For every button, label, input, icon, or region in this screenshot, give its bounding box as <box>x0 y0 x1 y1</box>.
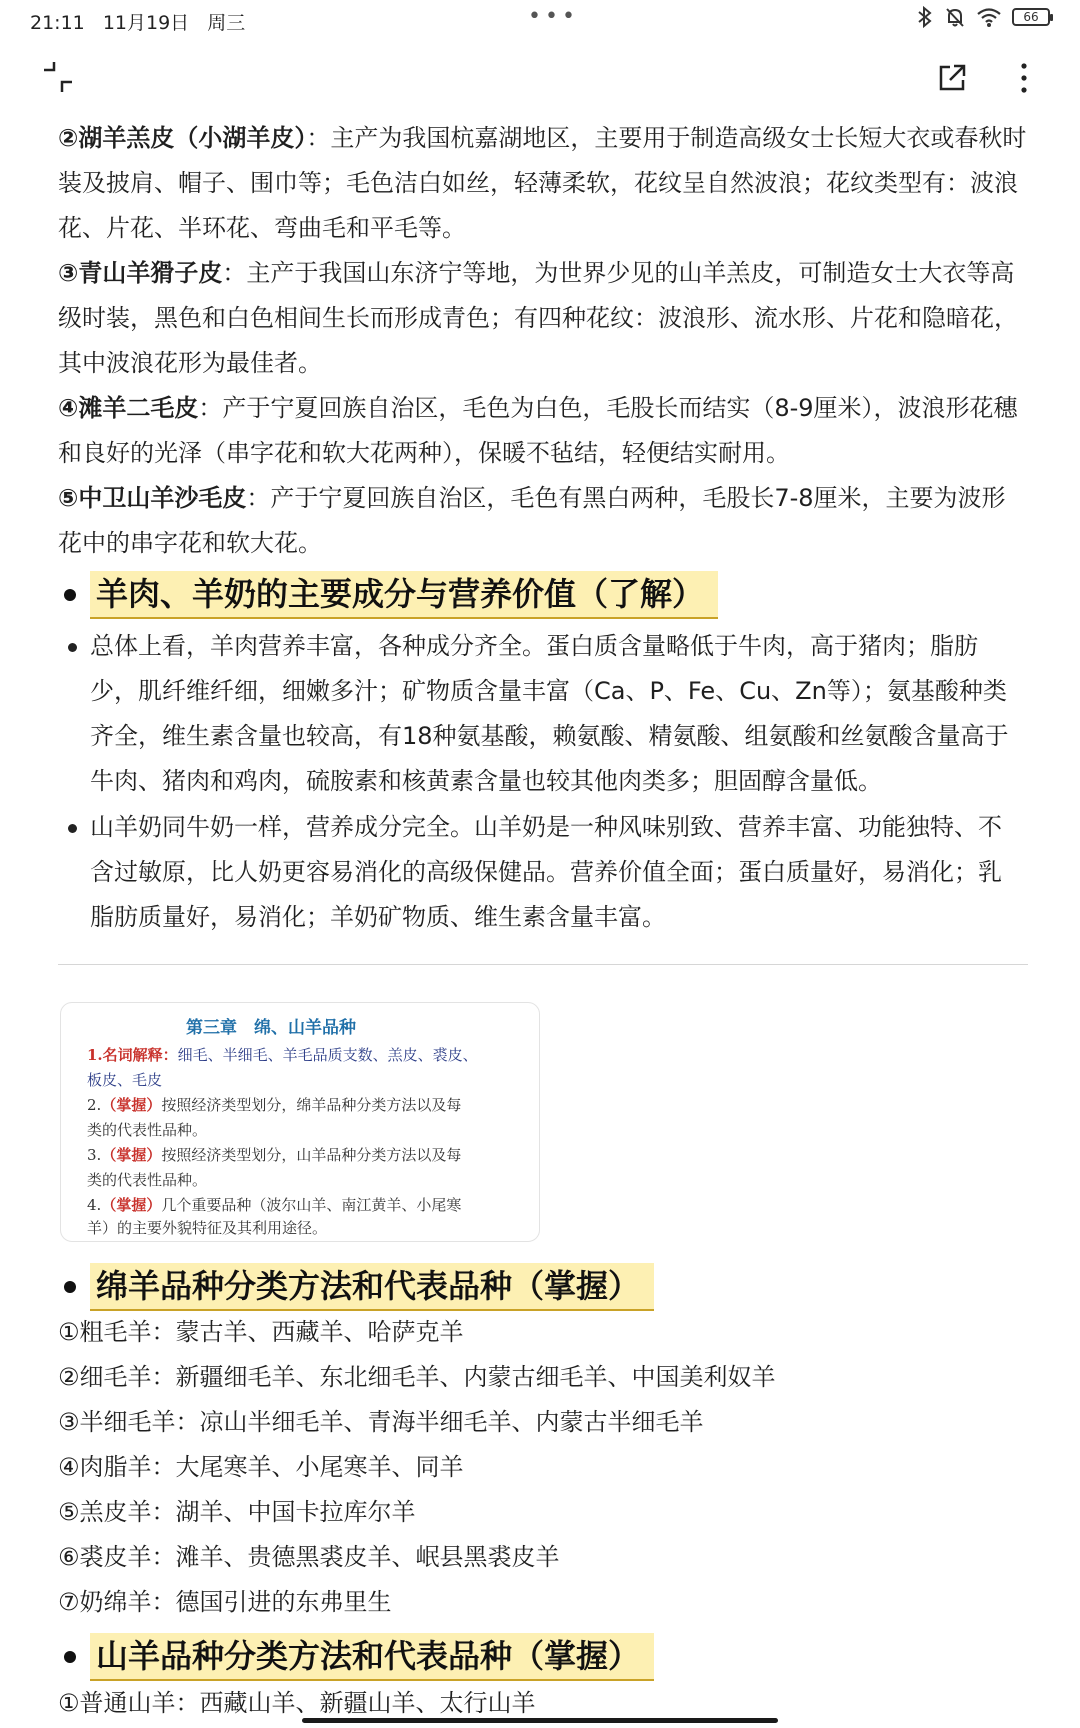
bluetooth-icon <box>916 6 934 28</box>
bullet-item-goat-milk <box>64 805 1024 940</box>
paragraph-text: ：主产于我国山东济宁等地，为世界少见的山羊羔皮，可制造女士大衣等高级时装，黑色和白色相间生长而形成青色；有四种花纹：波浪形、流水形、片花和隐暗花，其中波浪花形为最佳者。 <box>58 259 1018 377</box>
paragraph-text: ：主产为我国杭嘉湖地区，主要用于制造高级女士长短大衣或春秋时装及披肩、帽子、围巾等；毛色洁白如丝，轻薄柔软，花纹呈自然波浪；花纹类型有：波浪花、片花、半环花、弯曲毛和平毛等。 <box>58 124 1027 242</box>
bullet-dot-icon <box>64 1651 76 1663</box>
status-time: 21:11 <box>30 12 85 34</box>
list-item: ⑦奶绵羊：德国引进的东弗里生 <box>58 1588 392 1616</box>
window-dots-icon[interactable]: ••• <box>528 4 579 29</box>
toolbar <box>0 52 1080 102</box>
list-item: ⑤羔皮羊：湖羊、中国卡拉库尔羊 <box>58 1498 416 1526</box>
list-item: ①普通山羊：西藏山羊、新疆山羊、太行山羊 <box>58 1689 536 1717</box>
paragraph-zhongwei-goat-skin <box>58 476 1028 566</box>
heading-text: 绵羊品种分类方法和代表品种（掌握） <box>90 1263 654 1311</box>
image-line: 1.名词解释：细毛、半细毛、羊毛品质支数、羔皮、裘皮、 <box>87 1046 478 1064</box>
list-item: ④肉脂羊：大尾寒羊、小尾寒羊、同羊 <box>58 1453 464 1481</box>
home-indicator[interactable] <box>302 1718 778 1723</box>
paragraph-hu-lamb-skin <box>58 116 1028 251</box>
section-heading-goat-breeds <box>58 1632 654 1682</box>
paragraph-tan-sheep-skin <box>58 386 1028 476</box>
divider <box>58 964 1028 965</box>
bullet-text: 总体上看，羊肉营养丰富，各种成分齐全。蛋白质含量略低于牛肉，高于猪肉；脂肪少，肌纤维纤细，细嫩多汁；矿物质含量丰富（Ca、P、Fe、Cu、Zn等）；氨基酸种类齐全，维生素含量也较高，有18种氨基酸，赖氨酸、精氨酸、组氨酸和丝氨酸含量高于牛肉、猪肉和鸡肉，硫胺素和核黄素含量也较其他肉类多；胆固醇含量低。 <box>90 632 1009 795</box>
mute-bell-icon <box>944 6 966 28</box>
image-line: 板皮、毛皮 <box>87 1071 163 1089</box>
list-item: ③半细毛羊：凉山半细毛羊、青海半细毛羊、内蒙古半细毛羊 <box>58 1408 704 1436</box>
paragraph-title: ③青山羊猾子皮 <box>58 259 223 287</box>
battery-icon: 66 <box>1012 8 1050 26</box>
status-bar <box>0 0 1080 40</box>
status-date: 11月19日 <box>102 12 190 34</box>
image-line: 4.（掌握）几个重要品种（波尔山羊、南江黄羊、小尾寒 <box>87 1196 462 1214</box>
list-item: ②细毛羊：新疆细毛羊、东北细毛羊、内蒙古细毛羊、中国美利奴羊 <box>58 1363 776 1391</box>
paragraph-title: ⑤中卫山羊沙毛皮 <box>58 484 247 512</box>
bullet-dot-icon <box>68 643 77 652</box>
image-title: 第三章 绵、山羊品种 <box>186 1018 356 1038</box>
embedded-image-chapter3[interactable] <box>60 1002 540 1242</box>
paragraph-text: ：产于宁夏回族自治区，毛色有黑白两种，毛股长7-8厘米，主要为波形花中的串字花和软大花。 <box>58 484 1006 557</box>
bullet-dot-icon <box>68 824 77 833</box>
section-heading-nutrition <box>58 570 718 620</box>
image-line: 羊）的主要外貌特征及其利用途径。 <box>87 1219 328 1237</box>
paragraph-qing-goat-skin <box>58 251 1028 386</box>
list-item: ⑥裘皮羊：滩羊、贵德黑裘皮羊、岷县黑裘皮羊 <box>58 1543 560 1571</box>
image-line: 2.（掌握）按照经济类型划分，绵羊品种分类方法以及每 <box>87 1096 462 1114</box>
status-weekday: 周三 <box>207 12 246 34</box>
image-line: 3.（掌握）按照经济类型划分，山羊品种分类方法以及每 <box>87 1146 462 1164</box>
list-item: ①粗毛羊：蒙古羊、西藏羊、哈萨克羊 <box>58 1318 464 1346</box>
status-right <box>916 6 1050 28</box>
bullet-dot-icon <box>64 1281 76 1293</box>
more-vertical-icon[interactable] <box>1016 60 1032 96</box>
paragraph-title: ④滩羊二毛皮 <box>58 394 199 422</box>
bullet-text: 山羊奶同牛奶一样，营养成分完全。山羊奶是一种风味别致、营养丰富、功能独特、不含过敏原，比人奶更容易消化的高级保健品。营养价值全面；蛋白质量好，易消化；乳脂肪质量好，易消化；羊奶矿物质、维生素含量丰富。 <box>90 813 1002 931</box>
paragraph-title: ②湖羊羔皮（小湖羊皮） <box>58 124 307 152</box>
section-heading-sheep-breeds <box>58 1262 654 1312</box>
paragraph-text: ：产于宁夏回族自治区，毛色为白色，毛股长而结实（8-9厘米），波浪形花穗和良好的光泽（串字花和软大花两种），保暖不毡结，轻便结实耐用。 <box>58 394 1018 467</box>
bullet-item-mutton <box>64 624 1024 804</box>
heading-text: 山羊品种分类方法和代表品种（掌握） <box>90 1633 654 1681</box>
heading-text: 羊肉、羊奶的主要成分与营养价值（了解） <box>90 571 718 619</box>
bullet-dot-icon <box>64 589 76 601</box>
image-line: 类的代表性品种。 <box>87 1121 208 1139</box>
image-line: 类的代表性品种。 <box>87 1171 208 1189</box>
wifi-icon <box>976 6 1002 28</box>
status-left <box>30 8 257 35</box>
share-external-icon[interactable] <box>936 62 968 94</box>
collapse-icon[interactable] <box>40 60 76 96</box>
